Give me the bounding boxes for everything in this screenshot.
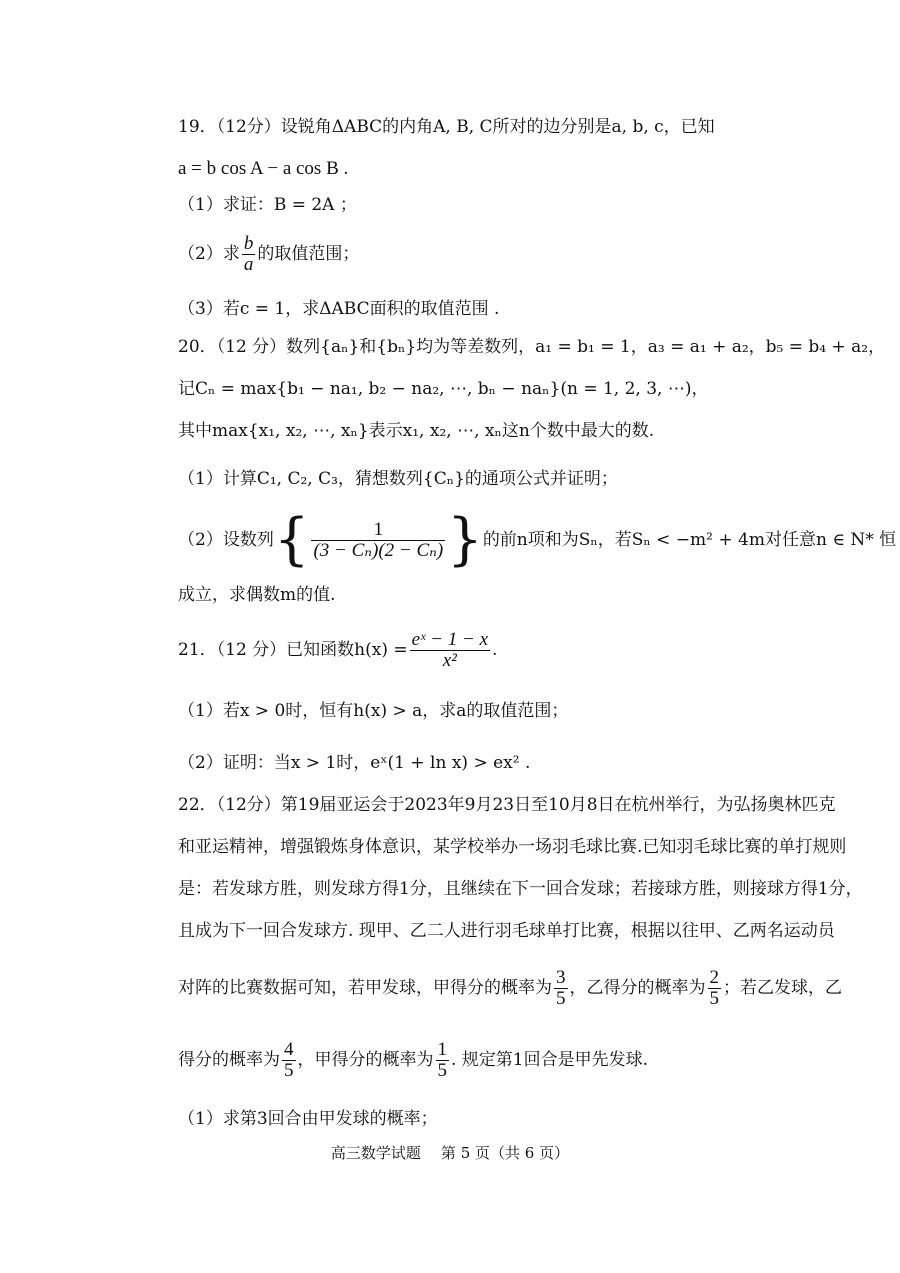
h-function-fraction: $\frac{\text{eˣ − 1 − x}}{\text{x²}}$ bbox=[411, 629, 488, 671]
q19-part2-post: 的取值范围； bbox=[257, 244, 360, 264]
q20-part2-post: 的前n项和为Sₙ，若Sₙ < −m² + 4m对任意n ∈ N* 恒 bbox=[482, 530, 897, 550]
q19-given: a = b cos A − a cos B . bbox=[178, 158, 349, 179]
q20-note: 其中max{x₁, x₂, ⋯, xₙ}表示x₁, x₂, ⋯, xₙ这n个数中最大的数. bbox=[178, 421, 655, 441]
q19-part3: （3）若c = 1，求ΔABC面积的取值范围 . bbox=[178, 299, 500, 319]
q19-head: 19．（12分）设锐角ΔABC的内角A, B, C所对的边分别是a, b, c，已知 bbox=[178, 117, 715, 137]
q19-part2-pre: （2）求 bbox=[178, 244, 240, 264]
q22-line6: 得分的概率为 $\frac{4}{5}$ ，甲得分的概率为 $\frac{1}{5}$ . 规定第1回合是甲先发球. bbox=[178, 1039, 649, 1081]
q21-head-post: . bbox=[492, 640, 498, 660]
q22-line3: 是：若发球方胜，则发球方得1分，且继续在下一回合发球；若接球方胜，则接球方得1分， bbox=[178, 879, 863, 899]
q22-part1: （1）求第3回合由甲发球的概率； bbox=[178, 1109, 438, 1129]
q19-part2 bbox=[178, 232, 359, 276]
left-brace: { bbox=[273, 507, 310, 573]
q21-part1: （1）若x > 0时，恒有h(x) > a，求a的取值范围； bbox=[178, 701, 569, 721]
q21-part2: （2）证明：当x > 1时，eˣ(1 + ln x) > ex² . bbox=[178, 753, 531, 773]
prob-fraction-4-5: $\frac{4}{5}$ bbox=[284, 1039, 294, 1081]
q22-line2: 和亚运精神，增强锻炼身体意识，某学校举办一场羽毛球比赛.已知羽毛球比赛的单打规则 bbox=[178, 837, 847, 857]
page-footer bbox=[0, 1142, 900, 1163]
sequence-fraction: $\frac{1}{\text{(3 − Cₙ)(2 − Cₙ)}}$ bbox=[313, 519, 444, 561]
prob-fraction-1-5: $\frac{1}{5}$ bbox=[437, 1039, 447, 1081]
q20-head: 20．（12 分）数列{aₙ}和{bₙ}均为等差数列，a₁ = b₁ = 1，a₃ = a₁ + a₂，b₅ = b₄ + a₂， bbox=[178, 337, 886, 357]
footer-page-number: 第 5 页（共 6 页） bbox=[440, 1144, 570, 1162]
b-over-a-fraction: $\frac{b}{a}$ bbox=[243, 233, 254, 275]
q20-part2 bbox=[178, 508, 896, 572]
q22-line5: 对阵的比赛数据可知，若甲发球，甲得分的概率为 $\frac{3}{5}$ ，乙得分的概率为 $\frac{2}{5}$ ；若乙发球，乙 bbox=[178, 967, 842, 1009]
q20-part1: （1）计算C₁, C₂, C₃，猜想数列{Cₙ}的通项公式并证明； bbox=[178, 469, 618, 489]
q21-head bbox=[178, 622, 497, 678]
right-brace: } bbox=[447, 507, 483, 573]
prob-fraction-3-5: $\frac{3}{5}$ bbox=[556, 967, 566, 1009]
q21-head-pre: 21．（12 分）已知函数h(x) = bbox=[178, 640, 408, 660]
q20-part2-pre: （2）设数列 bbox=[178, 530, 274, 550]
q22-line4: 且成为下一回合发球方. 现甲、乙二人进行羽毛球单打比赛，根据以往甲、乙两名运动员 bbox=[178, 921, 835, 941]
q20-part2-cont: 成立，求偶数m的值. bbox=[178, 585, 336, 605]
q19-part1: （1）求证：B = 2A ； bbox=[178, 195, 357, 215]
prob-fraction-2-5: $\frac{2}{5}$ bbox=[709, 967, 719, 1009]
footer-subject: 高三数学试题 bbox=[330, 1144, 421, 1162]
q22-line1: 22．（12分）第19届亚运会于2023年9月23日至10月8日在杭州举行，为弘扬奥林匹克 bbox=[178, 795, 836, 815]
q20-definition: 记Cₙ = max{b₁ − na₁, b₂ − na₂, ⋯, bₙ − naₙ}(n = 1, 2, 3, ⋯)， bbox=[178, 379, 709, 399]
